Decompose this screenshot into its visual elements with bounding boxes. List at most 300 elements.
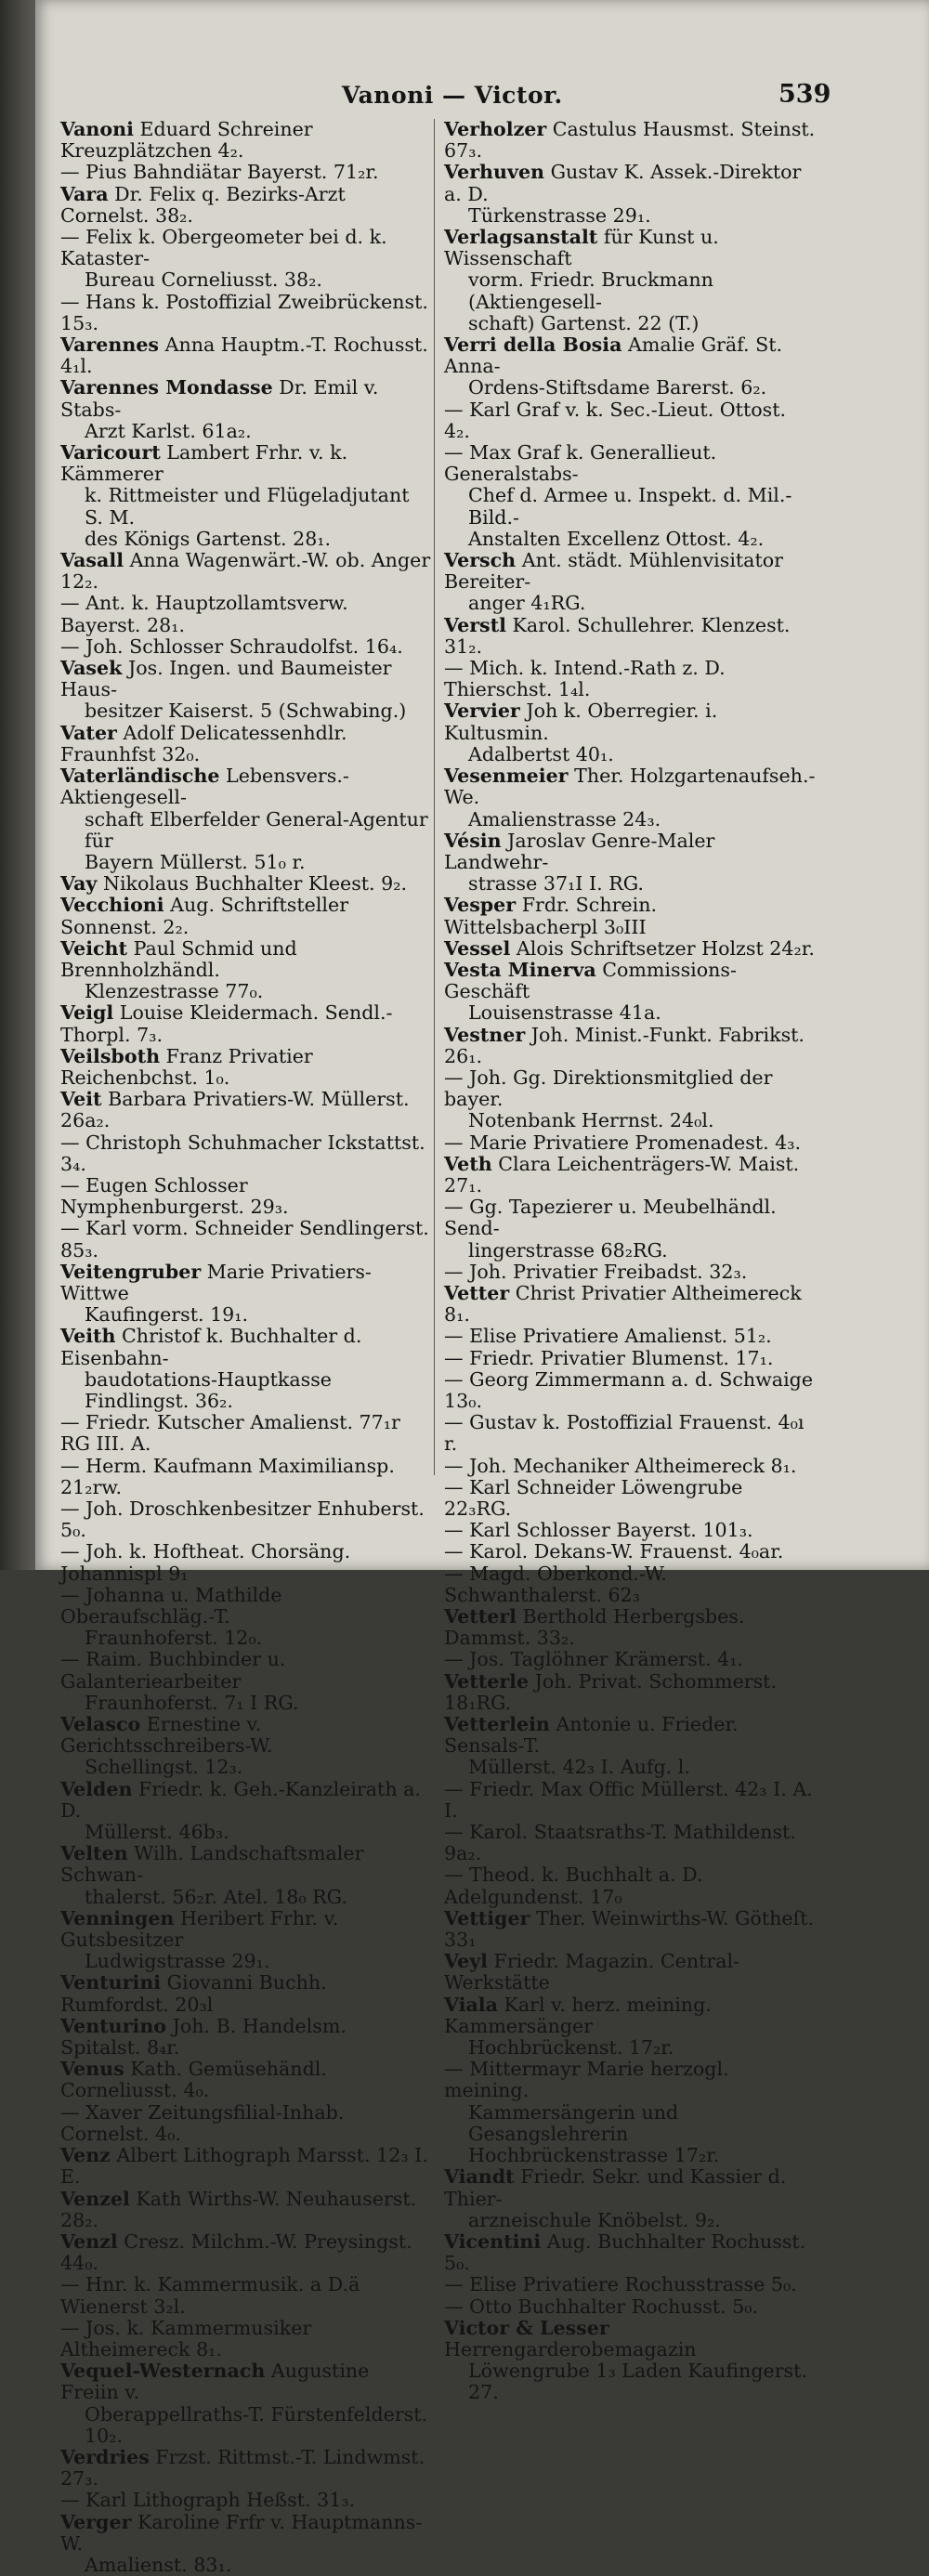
entry-text: — Otto Buchhalter Rochusst. 5₀.: [444, 2295, 759, 2318]
entry-first-line: [444, 700, 816, 743]
entry-text: Christ Privatier Altheimereck 8₁.: [444, 1281, 802, 1327]
directory-entry: [60, 1908, 432, 1973]
entry-text: Karl v. herz. meining. Kammersänger: [444, 1993, 712, 2037]
entry-text: Commissions-Geschäft: [444, 958, 737, 1003]
entry-text: Gustav K. Assek.-Direktor a. D.: [444, 161, 802, 205]
entry-text: — Theod. k. Buchhalt a. D. Adelgundenst. 17₀: [444, 1863, 703, 1908]
directory-entry: [444, 1326, 816, 1347]
entry-surname: Veigl: [60, 1001, 114, 1025]
entry-text: Müllerst. 42₃ I. Aufg. l.: [468, 1756, 690, 1779]
directory-entry: [60, 2059, 432, 2101]
entry-text: Ther. Weinwirths-W. Götheſt. 33₁: [444, 1906, 814, 1952]
entry-first-line: [444, 1822, 816, 1864]
directory-entry: [60, 593, 432, 635]
entry-first-line: [60, 1714, 432, 1757]
entry-text: — Marie Privatiere Promenadest. 4₃.: [444, 1131, 802, 1154]
entry-first-line: [444, 1649, 816, 1670]
entry-first-line: [60, 2512, 432, 2555]
directory-entry: [444, 1025, 816, 1067]
directory-entry: [444, 1822, 816, 1864]
entry-first-line: [444, 1908, 816, 1951]
entry-surname: Vesper: [444, 894, 517, 917]
directory-entry: [444, 1951, 816, 1994]
left-column: [60, 119, 432, 2576]
directory-entry: [60, 2447, 432, 2490]
entry-text: Heribert Frhr. v. Gutsbesitzer: [60, 1906, 339, 1952]
entry-text: — Karl Graf v. k. Sec.-Lieut. Ottost. 4₂.: [444, 398, 787, 442]
entry-text: Kammersängerin und Gesangslehrerin: [468, 2100, 679, 2145]
directory-entry: [60, 2318, 432, 2360]
entry-continuation-line: [444, 593, 816, 614]
entry-first-line: [444, 1348, 816, 1369]
directory-entry: [60, 1002, 432, 1045]
directory-entry: [60, 1218, 432, 1261]
entry-first-line: [444, 2296, 816, 2318]
entry-first-line: [444, 1456, 816, 1477]
directory-entry: [60, 2145, 432, 2188]
entry-text: anger 4₁RG.: [468, 592, 586, 615]
directory-entry: [444, 2318, 816, 2404]
entry-text: — Joh. Mechaniker Altheimereck 8₁.: [444, 1454, 797, 1477]
entry-first-line: [60, 2189, 432, 2231]
directory-entry: [60, 658, 432, 723]
directory-entry: [444, 1671, 816, 1714]
entry-text: Hochbrückenstrasse 17₂r.: [468, 2144, 720, 2167]
entry-surname: Vecchioni: [60, 894, 164, 917]
entry-text: Friedr. Magazin. Central-Werkstätte: [444, 1950, 740, 1994]
directory-entry: [60, 2231, 432, 2274]
directory-entry: [444, 1412, 816, 1455]
entry-continuation-line: [444, 809, 816, 830]
entry-text: — Joh. k. Hoftheat. Chorsäng. Johannispl 9₁: [60, 1540, 351, 1585]
entry-first-line: [444, 1671, 816, 1714]
entry-surname: Veitengruber: [60, 1260, 202, 1283]
entry-text: Albert Lithograph Marsst. 12₃ I. E.: [60, 2144, 428, 2189]
entry-text: — Christoph Schuhmacher Ickstattst. 3₄.: [60, 1131, 425, 1175]
entry-text: — Raim. Buchbinder u. Galanteriearbeiter: [60, 1648, 286, 1693]
entry-first-line: [60, 2016, 432, 2059]
entry-first-line: [444, 960, 816, 1002]
entry-surname: Velden: [60, 1777, 133, 1800]
entry-text: Chef d. Armee u. Inspekt. d. Mil.-Bild.-: [468, 484, 792, 529]
entry-text: Dr. Emil v. Stabs-: [60, 376, 379, 421]
entry-text: Lebensvers.-Aktiengesell-: [60, 765, 349, 809]
entry-first-line: [444, 399, 816, 442]
directory-entry: [60, 1046, 432, 1089]
entry-continuation-line: [60, 1304, 432, 1326]
entry-first-line: [444, 938, 816, 960]
directory-entry: [444, 1348, 816, 1369]
directory-entry: [444, 550, 816, 615]
entry-surname: Viala: [444, 1993, 498, 2016]
directory-entry: [444, 1369, 816, 1412]
entry-surname: Vasek: [60, 657, 123, 680]
directory-entry: [444, 1456, 816, 1477]
entry-first-line: [60, 2231, 432, 2274]
entry-text: Castulus Hausmst. Steinst. 67₃.: [444, 118, 816, 163]
directory-entry: [444, 2059, 816, 2166]
entry-first-line: [60, 119, 432, 162]
directory-entry: [444, 960, 816, 1025]
directory-entry: [444, 1154, 816, 1196]
entry-surname: Venus: [60, 2058, 124, 2081]
entry-first-line: [60, 873, 432, 895]
entry-text: — Karol. Staatsraths-T. Mathildenst. 9a₂.: [444, 1821, 796, 1865]
entry-text: Herrengarderobemagazin: [444, 2337, 697, 2360]
entry-continuation-line: [60, 2555, 432, 2576]
entry-text: — Joh. Droschkenbesitzer Enhuberst. 5₀.: [60, 1497, 425, 1542]
entry-text: — Karol. Dekans-W. Frauenst. 4₀ar.: [444, 1540, 784, 1563]
entry-surname: Versch: [444, 549, 517, 572]
entry-surname: Verholzer: [444, 118, 547, 140]
entry-first-line: [444, 1262, 816, 1283]
entry-text: — Johanna u. Mathilde Oberaufschläg.-T.: [60, 1583, 282, 1628]
directory-entry: [444, 615, 816, 658]
entry-continuation-line: [444, 2037, 816, 2059]
entry-text: Christof k. Buchhalter d. Eisenbahn-: [60, 1325, 362, 1369]
entry-first-line: [60, 1585, 432, 1628]
entry-continuation-line: [444, 1757, 816, 1778]
entry-text: — Joh. Privatier Freibadst. 32₃.: [444, 1260, 748, 1283]
entry-first-line: [444, 2059, 816, 2101]
entry-text: Nikolaus Buchhalter Kleest. 9₂.: [102, 872, 408, 896]
entry-text: — Magd. Oberkond.-W. Schwanthalerst. 62₃: [444, 1562, 667, 1606]
directory-entry: [444, 1649, 816, 1670]
entry-text: Clara Leichenträgers-W. Maist. 27₁.: [444, 1152, 800, 1196]
entry-text: Karoline Frfr v. Hauptmanns-W.: [60, 2510, 423, 2555]
entry-continuation-line: [60, 529, 432, 550]
entry-text: Dr. Felix q. Bezirks-Arzt Cornelst. 38₂.: [60, 182, 346, 227]
entry-text: Friedr. k. Geh.-Kanzleirath a. D.: [60, 1777, 421, 1822]
entry-first-line: [60, 765, 432, 808]
entry-surname: Vésin: [444, 829, 502, 852]
entry-first-line: [60, 2318, 432, 2360]
entry-text: thalerst. 56₂r. Atel. 18₀ RG.: [85, 1885, 347, 1908]
directory-entry: [60, 1498, 432, 1541]
entry-text: Jos. Ingen. und Baumeister Haus-: [60, 657, 392, 701]
entry-continuation-line: [60, 852, 432, 873]
entry-surname: Venzel: [60, 2187, 130, 2210]
entry-first-line: [444, 1369, 816, 1412]
entry-first-line: [60, 1046, 432, 1089]
entry-text: Marie Privatiers-Wittwe: [60, 1260, 372, 1304]
entry-text: — Karl vorm. Schneider Sendlingerst. 85₃.: [60, 1217, 429, 1262]
directory-entry: [60, 184, 432, 227]
entry-first-line: [60, 292, 432, 334]
entry-first-line: [444, 1779, 816, 1822]
entry-first-line: [444, 2318, 816, 2360]
entry-surname: Vetterl: [444, 1605, 517, 1628]
entry-text: — Gustav k. Postoffizial Frauenst. 4₀ı r.: [444, 1411, 805, 1456]
entry-first-line: [444, 1541, 816, 1563]
directory-entry: [444, 895, 816, 937]
entry-text: Jaroslav Genre-Maler Landwehr-: [444, 829, 715, 873]
entry-first-line: [444, 615, 816, 658]
directory-entry: [444, 227, 816, 334]
directory-entry: [444, 1908, 816, 1951]
directory-entry: [444, 1606, 816, 1649]
entry-text: Anna Hauptm.-T. Rochusst. 4₁l.: [60, 333, 428, 378]
entry-first-line: [60, 938, 432, 981]
entry-text: Ludwigstrasse 29₁.: [85, 1950, 270, 1973]
entry-first-line: [444, 1196, 816, 1239]
entry-first-line: [60, 184, 432, 227]
entry-first-line: [60, 1132, 432, 1175]
entry-continuation-line: [60, 421, 432, 442]
entry-text: Aug. Schriftsteller Sonnenst. 2₂.: [60, 894, 349, 938]
entry-continuation-line: [60, 2404, 432, 2447]
page-number: 539: [779, 80, 831, 109]
entry-first-line: [444, 1025, 816, 1067]
entry-text: — Karl Schneider Löwengrube 22₃RG.: [444, 1475, 743, 1520]
entry-text: Adalbertst 40₁.: [468, 742, 614, 765]
entry-first-line: [60, 377, 432, 420]
right-column: [444, 119, 816, 2404]
entry-text: — Elise Privatiere Amalienst. 51₂.: [444, 1325, 772, 1348]
entry-first-line: [60, 1175, 432, 1218]
directory-entry: [444, 442, 816, 550]
entry-surname: Vetterlein: [444, 1713, 550, 1736]
entry-text: Kath. Gemüsehändl. Corneliusst. 4₀.: [60, 2058, 327, 2102]
entry-text: Ordens-Stiftsdame Barerst. 6₂.: [468, 376, 767, 399]
entry-text: für Kunst u. Wissenschaft: [444, 226, 719, 270]
entry-text: Friedr. Sekr. und Kassier d. Thier-: [444, 2165, 787, 2210]
directory-entry: [60, 1779, 432, 1844]
directory-entry: [60, 1649, 432, 1714]
entry-surname: Vequel-Westernach: [60, 2360, 266, 2383]
entry-continuation-line: [444, 205, 816, 227]
entry-first-line: [60, 2447, 432, 2490]
entry-first-line: [444, 2274, 816, 2295]
entry-first-line: [60, 1541, 432, 1584]
directory-entry: [60, 1456, 432, 1498]
entry-continuation-line: [444, 529, 816, 550]
directory-entry: [444, 2296, 816, 2318]
entry-surname: Verdries: [60, 2445, 150, 2468]
entry-first-line: [60, 1002, 432, 1045]
entry-continuation-line: [60, 1369, 432, 1412]
entry-text: Kaufingerst. 19₁.: [85, 1303, 249, 1327]
entry-first-line: [444, 1132, 816, 1154]
entry-text: k. Rittmeister und Flügeladjutant S. M.: [85, 484, 410, 529]
entry-surname: Varennes Mondasse: [60, 376, 273, 399]
directory-entry: [60, 1843, 432, 1908]
entry-surname: Vetter: [444, 1281, 510, 1304]
entry-text: Amalie Gräf. St. Anna-: [444, 333, 783, 378]
directory-entry: [444, 765, 816, 830]
entry-text: Cresz. Milchm.-W. Preysingst. 44₀.: [60, 2229, 412, 2275]
directory-entry: [60, 162, 432, 183]
entry-surname: Vestner: [444, 1023, 526, 1046]
entry-first-line: [60, 1412, 432, 1455]
entry-text: Fraunhoferst. 12₀.: [85, 1627, 263, 1650]
running-head: Vanoni — Victor.: [342, 82, 563, 109]
directory-entry: [60, 1412, 432, 1455]
directory-entry: [444, 399, 816, 442]
entry-surname: Venz: [60, 2144, 111, 2167]
entry-text: Louise Kleidermach. Sendl.-Thorpl. 7₃.: [60, 1001, 393, 1046]
entry-continuation-line: [60, 1822, 432, 1843]
entry-text: Joh. B. Handelsm. Spitalst. 8₄r.: [60, 2014, 347, 2059]
entry-surname: Venturino: [60, 2014, 167, 2037]
entry-first-line: [60, 1456, 432, 1498]
directory-entry: [60, 938, 432, 1003]
entry-continuation-line: [60, 1628, 432, 1649]
directory-entry: [444, 830, 816, 896]
entry-text: besitzer Kaiserst. 5 (Schwabing.): [85, 700, 407, 723]
entry-text: Eduard Schreiner Kreuzplätzchen 4₂.: [60, 118, 313, 163]
entry-text: Müllerst. 46b₃.: [85, 1821, 229, 1844]
entry-text: — Mittermayr Marie herzogl. meining.: [444, 2058, 729, 2102]
entry-text: arzneischule Knöbelst. 9₂.: [468, 2208, 721, 2231]
directory-entry: [60, 377, 432, 442]
directory-entry: [444, 700, 816, 765]
entry-first-line: [60, 550, 432, 593]
entry-text: Ernestine v. Gerichtsschreibers-W.: [60, 1713, 273, 1758]
entry-continuation-line: [444, 269, 816, 312]
entry-surname: Vetterle: [444, 1669, 530, 1693]
page-header: [35, 82, 929, 119]
entry-first-line: [444, 334, 816, 377]
directory-entry: [444, 938, 816, 960]
entry-first-line: [444, 1412, 816, 1455]
directory-entry: [444, 1067, 816, 1132]
entry-surname: Veith: [60, 1325, 116, 1348]
entry-first-line: [60, 1972, 432, 2015]
directory-entry: [60, 895, 432, 937]
entry-text: Paul Schmid und Brennholzhändl.: [60, 936, 297, 981]
directory-entry: [444, 2166, 816, 2231]
entry-surname: Vessel: [444, 936, 511, 960]
entry-continuation-line: [60, 700, 432, 722]
entry-first-line: [60, 2102, 432, 2145]
entry-first-line: [60, 2059, 432, 2101]
entry-continuation-line: [60, 981, 432, 1002]
entry-text: Joh. Minist.-Funkt. Fabrikst. 26₁.: [444, 1023, 805, 1067]
adjacent-page-edge: [0, 0, 35, 1570]
entry-text: Ther. Holzgartenaufseh.-We.: [444, 765, 816, 809]
directory-entry: [60, 2102, 432, 2145]
entry-continuation-line: [444, 1110, 816, 1131]
entry-text: Augustine Freiin v.: [60, 2360, 370, 2404]
entry-text: Franz Privatier Reichenbchst. 1₀.: [60, 1044, 313, 1089]
entry-first-line: [60, 1498, 432, 1541]
entry-first-line: [444, 1606, 816, 1649]
entry-surname: Vettiger: [444, 1906, 530, 1929]
entry-surname: Vesenmeier: [444, 765, 569, 788]
column-divider: [434, 119, 435, 1475]
directory-entry: [60, 2274, 432, 2317]
entry-text: — Jos. k. Kammermusiker Altheimereck 8₁.: [60, 2316, 312, 2360]
directory-entry: [60, 334, 432, 377]
entry-surname: Verstl: [444, 613, 506, 636]
entry-text: vorm. Friedr. Bruckmann (Aktiengesell-: [468, 268, 713, 313]
entry-text: Frzst. Rittmst.-T. Lindwmst. 27₃.: [60, 2445, 425, 2491]
entry-surname: Viandt: [444, 2165, 515, 2189]
entry-text: schaft) Gartenst. 22 (T.): [468, 311, 700, 334]
entry-surname: Venturini: [60, 1971, 162, 1994]
entry-first-line: [444, 1283, 816, 1326]
entry-continuation-line: [444, 313, 816, 334]
entry-first-line: [444, 1154, 816, 1196]
entry-first-line: [60, 1326, 432, 1368]
directory-entry: [444, 162, 816, 227]
entry-text: Aug. Buchhalter Rochusst. 5₀.: [444, 2229, 806, 2275]
entry-text: des Königs Gartenst. 28₁.: [85, 527, 332, 550]
entry-text: Berthold Herbergsbes. Dammst. 33₂.: [444, 1605, 745, 1650]
entry-text: — Karl Lithograph Heßst. 31₃.: [60, 2489, 356, 2512]
entry-text: Arzt Karlst. 61a₂.: [85, 419, 252, 442]
entry-text: Karol. Schullehrer. Klenzest. 31₂.: [444, 613, 791, 658]
directory-entry: [444, 1994, 816, 2059]
directory-entry: [60, 442, 432, 550]
entry-first-line: [60, 1908, 432, 1951]
entry-text: Antonie u. Frieder. Sensals-T.: [444, 1713, 739, 1758]
directory-entry: [444, 2274, 816, 2295]
entry-first-line: [444, 1067, 816, 1110]
entry-first-line: [60, 1843, 432, 1886]
directory-entry: [60, 2189, 432, 2231]
entry-first-line: [60, 2490, 432, 2511]
entry-continuation-line: [444, 377, 816, 399]
entry-first-line: [60, 658, 432, 700]
entry-continuation-line: [60, 1757, 432, 1778]
entry-text: Löwengrube 1₃ Laden Kaufingerst. 27.: [468, 2360, 807, 2404]
directory-entry: [60, 1089, 432, 1131]
entry-surname: Veit: [60, 1088, 102, 1111]
entry-text: — Friedr. Privatier Blumenst. 17₁.: [444, 1346, 774, 1369]
entry-text: — Georg Zimmermann a. d. Schwaige 13₀.: [444, 1367, 814, 1412]
entry-text: Alois Schriftsetzer Holzst 24₂r.: [516, 936, 815, 960]
entry-continuation-line: [444, 2102, 816, 2145]
directory-entry: [60, 873, 432, 895]
entry-surname: Venningen: [60, 1906, 175, 1929]
entry-text: — Jos. Taglöhner Krämerst. 4₁.: [444, 1648, 744, 1671]
entry-first-line: [444, 1477, 816, 1520]
entry-text: baudotations-Hauptkasse Findlingst. 36₂.: [85, 1367, 332, 1412]
entry-surname: Varicourt: [60, 441, 161, 464]
entry-first-line: [60, 636, 432, 658]
entry-continuation-line: [60, 809, 432, 852]
directory-entry: [60, 1175, 432, 1218]
entry-text: — Ant. k. Hauptzollamtsverw. Bayerst. 28₁.: [60, 592, 348, 636]
entry-text: — Mich. k. Intend.-Rath z. D. Thierschst. 1₄l.: [444, 657, 726, 701]
entry-text: Louisenstrasse 41a.: [468, 1001, 661, 1025]
directory-entry: [60, 1262, 432, 1327]
entry-first-line: [444, 765, 816, 808]
entry-text: — Felix k. Obergeometer bei d. k. Kataster-: [60, 226, 387, 270]
entry-surname: Vesta Minerva: [444, 958, 596, 981]
directory-entry: [444, 1262, 816, 1283]
entry-text: Schellingst. 12₃.: [85, 1756, 243, 1779]
entry-text: — Eugen Schlosser Nymphenburgerst. 29₃.: [60, 1173, 289, 1219]
entry-first-line: [60, 1262, 432, 1304]
entry-text: Anna Wagenwärt.-W. ob. Anger 12₂.: [60, 549, 431, 594]
entry-surname: Venzl: [60, 2229, 118, 2253]
entry-text: Wilh. Landschaftsmaler Schwan-: [60, 1842, 364, 1887]
entry-text: — Elise Privatiere Rochusstrasse 5₀.: [444, 2273, 797, 2296]
entry-first-line: [60, 723, 432, 765]
directory-entry: [60, 723, 432, 765]
entry-text: Adolf Delicatessenhdlr. Fraunhfst 32₀.: [60, 721, 347, 765]
entry-surname: Vaterländische: [60, 765, 220, 788]
entry-text: Kath Wirths-W. Neuhauserst. 28₂.: [60, 2187, 417, 2231]
directory-entry: [444, 1196, 816, 1262]
entry-surname: Vater: [60, 721, 117, 744]
directory-entry: [444, 1541, 816, 1563]
entry-continuation-line: [444, 1002, 816, 1024]
entry-first-line: [444, 1714, 816, 1757]
